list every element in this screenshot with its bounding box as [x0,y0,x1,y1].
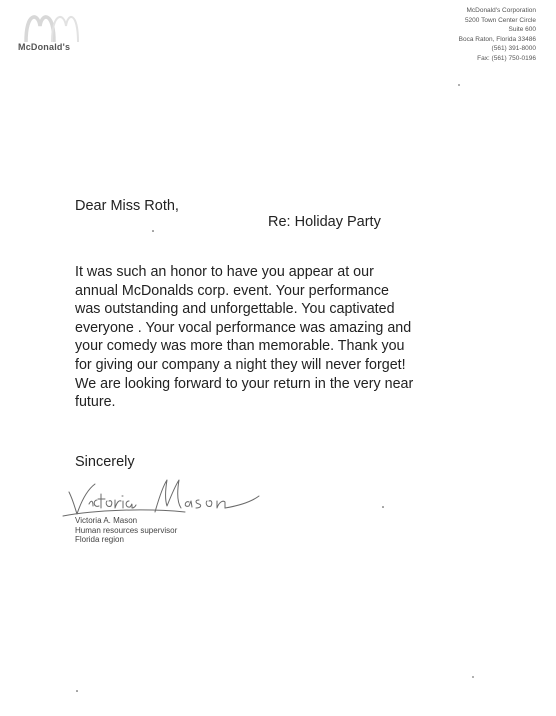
body-line: annual McDonalds corp. event. Your performance [75,282,389,299]
corporate-address [386,6,536,63]
signer-title: Human resources supervisor [75,525,178,535]
subject-line: Re: Holiday Party [268,214,381,230]
mcdonalds-logo [12,8,102,58]
signer-name: Victoria A. Mason [75,516,138,525]
scan-speck [76,690,78,692]
phone-line: (561) 391-8000 [491,45,536,52]
signer-region: Florida region [75,535,124,544]
address-line: 5200 Town Center Circle [464,16,536,24]
address-line: Boca Raton, Florida 33486 [458,35,536,43]
letter-body [75,263,485,412]
salutation: Dear Miss Roth, [75,198,179,214]
scan-speck [382,506,384,508]
address-line: Suite 600 [508,26,536,33]
body-line: was outstanding and unforgettable. You captivated [75,301,395,318]
body-line: for giving our company a night they will never forget! [75,356,406,373]
body-line: It was such an honor to have you appear at our [75,264,374,280]
golden-arches-icon [22,8,82,42]
address-line: McDonald's Corporation [466,7,536,14]
fax-line: Fax: (561) 750-0196 [477,54,536,62]
signer-block [75,516,177,545]
scan-speck [458,84,460,86]
body-line: everyone . Your vocal performance was amazing and [75,319,412,336]
logo-text: McDonald's [18,42,71,52]
body-line: future. [75,394,116,411]
body-line: We are looking forward to your return in the very near [75,375,414,392]
handwritten-signature [55,470,275,518]
closing: Sincerely [75,454,135,470]
body-line: your comedy was more than memorable. Thank you [75,338,405,355]
scan-speck [472,676,474,678]
scan-speck [152,230,154,232]
